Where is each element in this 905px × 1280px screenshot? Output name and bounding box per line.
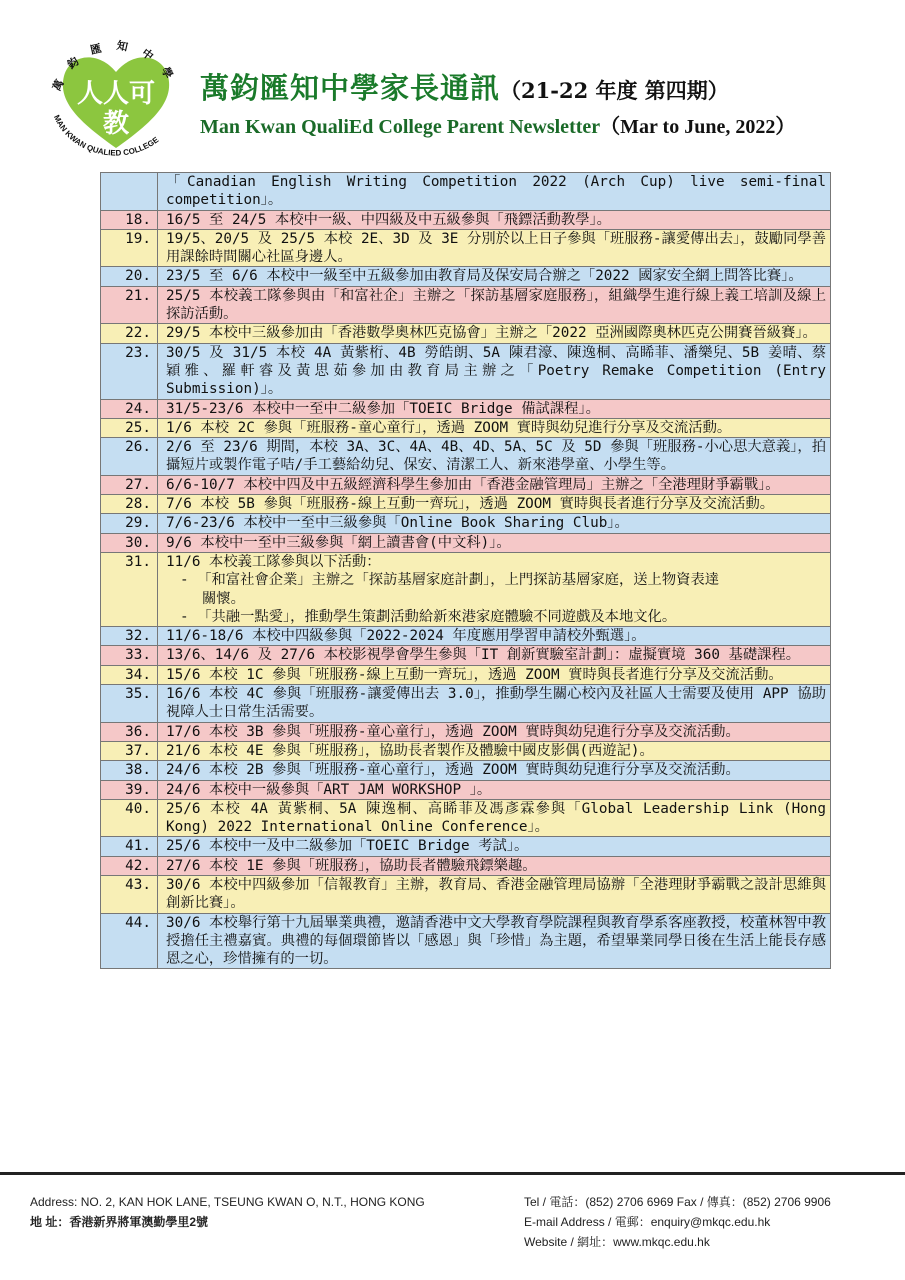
activity-row [101, 856, 831, 875]
activity-row [101, 495, 831, 514]
activity-row [101, 722, 831, 741]
activity-text: 19/5、20/5 及 25/5 本校 2E、3D 及 3E 分別於以上日子參與「班服務-讓愛傳出去」，鼓勵同學善用課餘時間關心社區身邊人。 [166, 230, 826, 266]
activity-text: 30/6 本校舉行第十九屆畢業典禮，邀請香港中文大學教育學院課程與教育學系客座教授，校董林智中教授擔任主禮嘉賓。典禮的每個環節皆以「感恩」與「珍惜」為主題，希望畢業同學日後在生活上能長存感恩之心，珍惜擁有的一切。 [166, 914, 826, 968]
activity-row [101, 475, 831, 494]
activity-sub-continuation: 關懷。 [202, 590, 245, 607]
activity-text: 「Canadian English Writing Competition 2022 (Arch Cup) live semi-final competition」。 [166, 174, 826, 209]
footer-contact [524, 1192, 831, 1252]
activity-cell [158, 722, 831, 741]
activity-sub-item [166, 571, 826, 608]
activity-cell [158, 741, 831, 760]
activity-row [101, 286, 831, 324]
newsletter-title-en [200, 110, 795, 139]
activity-text: 16/5 至 24/5 本校中一級、中四級及中五級參與「飛鏢活動教學」。 [166, 211, 611, 228]
activity-cell [158, 875, 831, 913]
logo-motto-top: 人人可 [76, 79, 156, 109]
activity-number: 29. [101, 514, 158, 533]
activity-row [101, 685, 831, 723]
logo-motto-bottom: 教 [102, 109, 130, 139]
activity-number: 18. [101, 210, 158, 229]
activity-text: 7/6-23/6 本校中一至中三級參與「Online Book Sharing Club」。 [166, 515, 629, 532]
email-address: E-mail Address / 電郵：enquiry@mkqc.edu.hk [524, 1215, 771, 1229]
title-en-range: （Mar to June, 2022） [600, 116, 796, 138]
title-en-main: Man Kwan QualiEd College Parent Newsletter [200, 116, 601, 138]
activity-row [101, 627, 831, 646]
logo-arc-text: 萬鈞匯知中學 [50, 38, 182, 94]
activity-number: 30. [101, 533, 158, 552]
activity-row [101, 343, 831, 399]
activity-number: 36. [101, 722, 158, 741]
activity-cell [158, 173, 831, 211]
activity-text: 9/6 本校中一至中三級參與「網上讀書會(中文科)」。 [166, 534, 511, 551]
activity-row [101, 210, 831, 229]
activity-text: 24/6 本校中一級參與「ART JAM WORKSHOP 」。 [166, 781, 492, 798]
activity-cell [158, 210, 831, 229]
activity-text: 15/6 本校 1C 參與「班服務-線上互動一齊玩」，透過 ZOOM 實時與長者進行分享及交流活動。 [166, 666, 783, 683]
activity-number: 20. [101, 267, 158, 286]
activity-cell [158, 837, 831, 856]
activity-row [101, 741, 831, 760]
activity-row [101, 533, 831, 552]
activity-row [101, 418, 831, 437]
activity-cell [158, 438, 831, 476]
activity-number: 22. [101, 324, 158, 343]
activity-number: 37. [101, 741, 158, 760]
activity-text: 1/6 本校 2C 參與「班服務-童心童行」，透過 ZOOM 實時與幼兒進行分享及交流活動。 [166, 419, 732, 436]
activity-row [101, 761, 831, 780]
activity-text: 25/5 本校義工隊參與由「和富社企」主辦之「探訪基層家庭服務」，組織學生進行線上義工培訓及線上探訪活動。 [166, 287, 826, 323]
title-zh-main: 萬鈞匯知中學家長通訊 [200, 71, 501, 105]
activity-cell [158, 627, 831, 646]
activity-number: 41. [101, 837, 158, 856]
activity-text: 30/6 本校中四級參加「信報教育」主辦，教育局、香港金融管理局協辦「全港理財爭霸戰之設計思維與創新比賽」。 [166, 876, 826, 912]
activity-row [101, 552, 831, 626]
activity-number: 40. [101, 799, 158, 837]
activity-number: 25. [101, 418, 158, 437]
activity-text: 16/6 本校 4C 參與「班服務-讓愛傳出去 3.0」，推動學生關心校內及社區人士需要及使用 APP 協助視障人士日常生活需要。 [166, 686, 826, 721]
activity-sub-text: - 「共融一點愛」，推動學生策劃活動給新來港家庭體驗不同遊戲及本地文化。 [180, 608, 677, 625]
activity-cell [158, 324, 831, 343]
activity-row [101, 267, 831, 286]
activity-number: 21. [101, 286, 158, 324]
activity-number: 44. [101, 913, 158, 969]
activity-row [101, 875, 831, 913]
activity-cell [158, 514, 831, 533]
activity-sub-item [166, 608, 826, 626]
activity-cell [158, 343, 831, 399]
footer-address [30, 1192, 425, 1232]
activity-row [101, 780, 831, 799]
activity-row [101, 399, 831, 418]
footer-divider [0, 1172, 905, 1175]
activity-row [101, 665, 831, 684]
website: Website / 網址：www.mkqc.edu.hk [524, 1235, 710, 1249]
activity-number: 24. [101, 399, 158, 418]
activity-cell [158, 780, 831, 799]
activity-row [101, 229, 831, 267]
activity-text: 31/5-23/6 本校中一至中二級參加「TOEIC Bridge 備試課程」。 [166, 400, 600, 417]
activity-cell [158, 418, 831, 437]
activity-cell [158, 761, 831, 780]
tel-fax: Tel / 電話：(852) 2706 6969 Fax / 傳真：(852) 2706 9906 [524, 1195, 831, 1209]
activity-number: 28. [101, 495, 158, 514]
activity-text: 24/6 本校 2B 參與「班服務-童心童行」，透過 ZOOM 實時與幼兒進行分享及交流活動。 [166, 762, 740, 779]
activity-text: 30/5 及 31/5 本校 4A 黃紫桁、4B 勞皓朗、5A 陳君濠、陳逸桐、高睎菲、潘樂兒、5B 姜晴、蔡穎雅、羅軒睿及黃思茹參加由教育局主辦之「Poetry Remake Competition (Entry Submission)」。 [166, 344, 826, 398]
activity-text: 7/6 本校 5B 參與「班服務-線上互動一齊玩」，透過 ZOOM 實時與長者進行分享及交流活動。 [166, 496, 775, 513]
activity-cell [158, 286, 831, 324]
logo-en-arc: MAN KWAN QUALIED COLLEGE [51, 113, 161, 158]
activity-cell [158, 495, 831, 514]
activity-number: 38. [101, 761, 158, 780]
activity-number: 27. [101, 475, 158, 494]
activity-row [101, 837, 831, 856]
activity-cell [158, 913, 831, 969]
activity-text: 2/6 至 23/6 期間，本校 3A、3C、4A、4B、4D、5A、5C 及 5D 參與「班服務-小心思大意義」，拍攝短片或製作電子咭/手工藝給幼兒、保安、清潔工人、新來港學童、小學生等。 [166, 439, 826, 474]
activity-row [101, 173, 831, 211]
activity-cell [158, 856, 831, 875]
activity-number: 26. [101, 438, 158, 476]
activity-cell [158, 799, 831, 837]
activity-cell [158, 475, 831, 494]
activity-number [101, 173, 158, 211]
activity-row [101, 438, 831, 476]
activity-text: 6/6-10/7 本校中四及中五級經濟科學生參加由「香港金融管理局」主辦之「全港理財爭霸戰」。 [166, 476, 780, 493]
activity-number: 42. [101, 856, 158, 875]
activity-row [101, 324, 831, 343]
activity-number: 35. [101, 685, 158, 723]
activity-number: 19. [101, 229, 158, 267]
activity-cell [158, 685, 831, 723]
activity-text: 11/6 本校義工隊參與以下活動： [166, 553, 381, 570]
activity-text: 29/5 本校中三級參加由「香港數學奧林匹克協會」主辦之「2022 亞洲國際奧林匹克公開賽晉級賽」。 [166, 325, 817, 342]
activity-row [101, 913, 831, 969]
activity-cell [158, 646, 831, 665]
activity-text: 13/6、14/6 及 27/6 本校影視學會學生參與「IT 創新實驗室計劃」：虛擬實境 360 基礎課程。 [166, 647, 801, 664]
activity-cell [158, 267, 831, 286]
activity-text: 11/6-18/6 本校中四級參與「2022-2024 年度應用學習申請校外甄選」。 [166, 628, 646, 645]
address-zh: 地 址：香港新界將軍澳勤學里2號 [30, 1215, 209, 1229]
address-en: Address: NO. 2, KAN HOK LANE, TSEUNG KWAN O, N.T., HONG KONG [30, 1195, 425, 1209]
title-zh-issue: （21-22 年度 第四期） [500, 78, 729, 103]
activities-table-body [101, 173, 831, 969]
activity-row [101, 799, 831, 837]
activity-row [101, 646, 831, 665]
activity-text: 25/6 本校中一及中二級參加「TOEIC Bridge 考試」。 [166, 838, 529, 855]
activity-number: 34. [101, 665, 158, 684]
activity-number: 31. [101, 552, 158, 626]
activity-text: 23/5 至 6/6 本校中一級至中五級參加由教育局及保安局合辦之「2022 國家安全網上問答比賽」。 [166, 268, 803, 285]
activity-cell [158, 533, 831, 552]
activity-number: 43. [101, 875, 158, 913]
activity-number: 39. [101, 780, 158, 799]
activity-text: 27/6 本校 1E 參與「班服務」，協助長者體驗飛鏢樂趣。 [166, 857, 537, 874]
activity-row [101, 514, 831, 533]
newsletter-title-zh [200, 66, 729, 107]
activity-sub-text: - 「和富社會企業」主辦之「探訪基層家庭計劃」，上門探訪基層家庭，送上物資表達 [180, 572, 720, 589]
activity-text: 17/6 本校 3B 參與「班服務-童心童行」，透過 ZOOM 實時與幼兒進行分享及交流活動。 [166, 723, 740, 740]
activity-number: 32. [101, 627, 158, 646]
activity-cell [158, 665, 831, 684]
activity-text: 25/6 本校 4A 黃紫桐、5A 陳逸桐、高睎菲及馮彥霖參與「Global Leadership Link (Hong Kong) 2022 International Online Conference」。 [166, 800, 826, 836]
school-logo [36, 20, 196, 160]
activities-table [100, 172, 831, 969]
activity-cell [158, 552, 831, 626]
activity-number: 23. [101, 343, 158, 399]
activity-text: 21/6 本校 4E 參與「班服務」，協助長者製作及體驗中國皮影偶(西遊記)。 [166, 742, 654, 759]
activity-cell [158, 229, 831, 267]
activity-cell [158, 399, 831, 418]
activity-number: 33. [101, 646, 158, 665]
